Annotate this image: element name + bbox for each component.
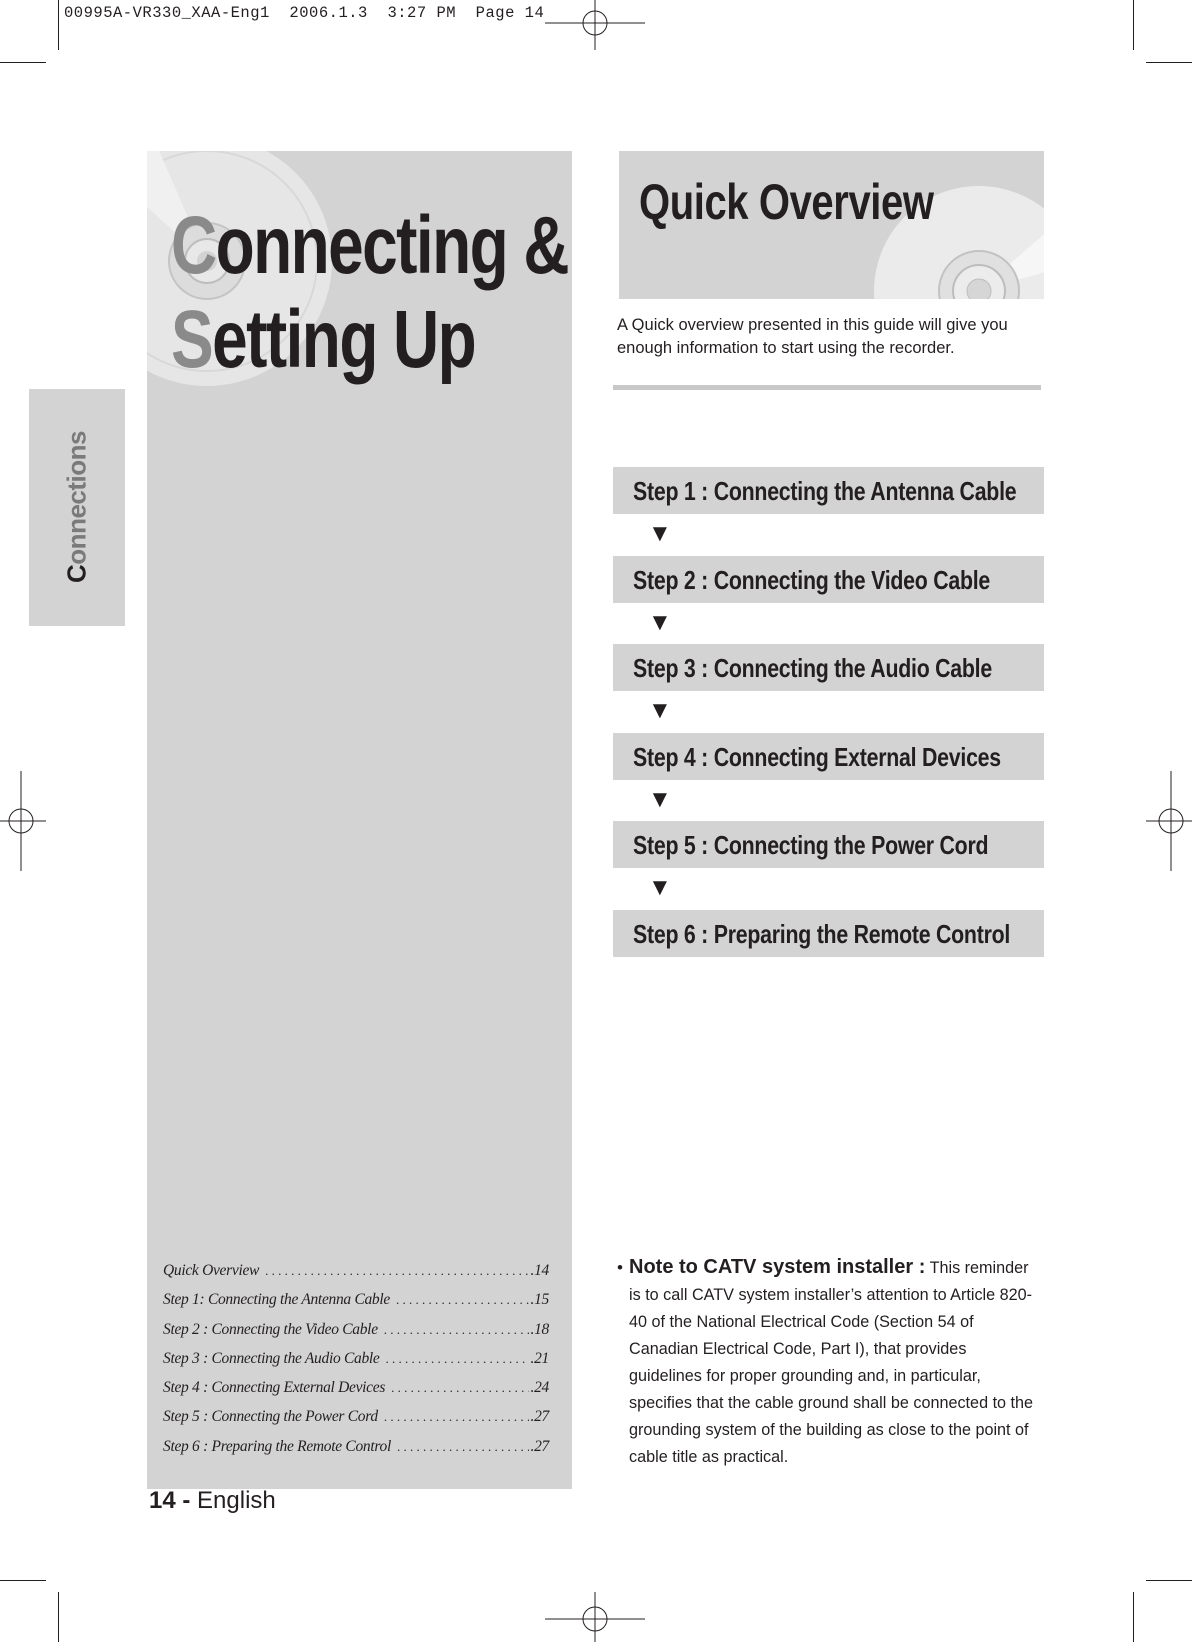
step-box[interactable]: Step 2 : Connecting the Video Cable (613, 556, 1044, 603)
section-tab (29, 389, 125, 626)
toc-entry[interactable]: Step 6 : Preparing the Remote Control . . . .27 (163, 1438, 549, 1467)
toc-entry[interactable]: Quick Overview . . . .14 (163, 1262, 549, 1291)
overview-title: Quick Overview (639, 174, 934, 230)
down-arrow-icon: ▼ (648, 520, 672, 547)
overview-intro: A Quick overview presented in this guide will give you enough information to start using the recorder. (617, 316, 1008, 357)
down-arrow-icon: ▼ (648, 608, 672, 636)
crop-mark (1133, 0, 1134, 50)
chapter-title: Connecting & Setting Up (171, 200, 568, 385)
crop-mark (1146, 62, 1192, 63)
step-box[interactable]: Step 4 : Connecting External Devices (613, 733, 1044, 780)
toc-entry[interactable]: Step 3 : Connecting the Audio Cable . . . .21 (163, 1350, 549, 1379)
divider (613, 385, 1041, 390)
step-box[interactable]: Step 1 : Connecting the Antenna Cable (613, 467, 1044, 514)
step-box[interactable]: Step 5 : Connecting the Power Cord (613, 821, 1044, 868)
overview-header (619, 151, 1044, 299)
toc-entry[interactable]: Step 1: Connecting the Antenna Cable . . . .15 (163, 1291, 549, 1320)
table-of-contents (163, 1262, 549, 1467)
bullet: • (617, 1258, 623, 1277)
step-box[interactable]: Step 3 : Connecting the Audio Cable (613, 644, 1044, 691)
crop-mark (0, 1580, 46, 1581)
down-arrow-icon: ▼ (648, 874, 672, 902)
crop-mark (58, 1592, 59, 1642)
toc-entry[interactable]: Step 2 : Connecting the Video Cable . . . .18 (163, 1321, 549, 1350)
crop-mark (1133, 1592, 1134, 1642)
crop-mark (0, 62, 46, 63)
note-text: This reminder is to call CATV system installer’s attention to Article 820-40 of the National Electrical Code (Section 54 of Canadian Electrical Code, Part I), that provides guidelines for proper grounding and, in particular, specifies that the cable ground shall be connected to the grounding system of the building as close to the point of cable title as practical. (629, 1259, 1034, 1466)
registration-mark-icon (1146, 771, 1192, 871)
toc-entry[interactable]: Step 4 : Connecting External Devices . . . .24 (163, 1379, 549, 1408)
catv-note (617, 1254, 1043, 1471)
section-tab-label: Connections (61, 431, 92, 583)
step-box[interactable]: Step 6 : Preparing the Remote Control (613, 910, 1044, 957)
registration-mark-icon (545, 1592, 645, 1642)
page-number: 14 - English (149, 1487, 276, 1514)
steps-flow (613, 467, 1044, 957)
registration-mark-icon (0, 771, 46, 871)
down-arrow-icon: ▼ (648, 697, 672, 725)
crop-mark (1146, 1580, 1192, 1581)
crop-mark (58, 0, 59, 50)
note-label: Note to CATV system installer : (629, 1256, 926, 1278)
registration-mark-icon (545, 0, 645, 50)
printer-slug: 00995A-VR330_XAA-Eng1 2006.1.3 3:27 PM Page 14 (64, 4, 545, 22)
down-arrow-icon: ▼ (648, 785, 672, 813)
toc-entry[interactable]: Step 5 : Connecting the Power Cord . . . .27 (163, 1408, 549, 1437)
